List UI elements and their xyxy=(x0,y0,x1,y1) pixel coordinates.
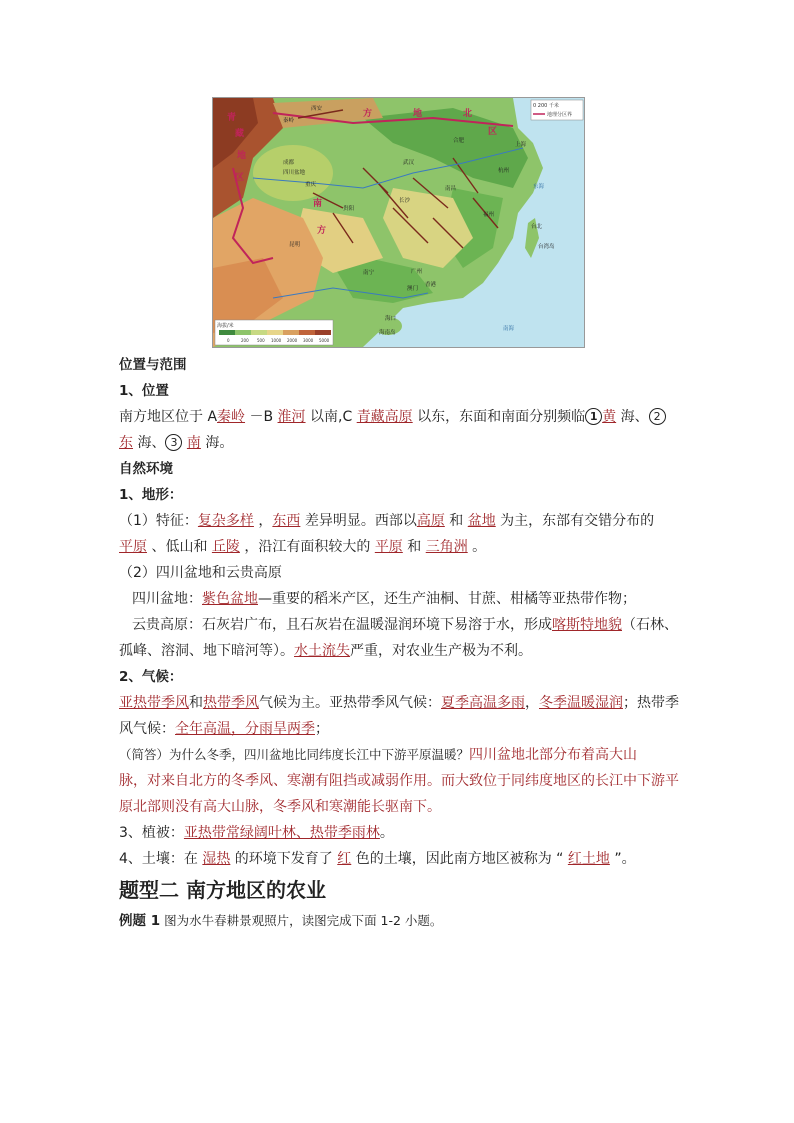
sichuan-line: 四川盆地：紫色盆地—重要的稻米产区，还生产油桐、甘蔗、柑橘等亚热带作物； xyxy=(132,591,636,607)
svg-text:0: 0 xyxy=(227,338,230,343)
soil-line: 4、土壤：在 湿热 的环境下发育了 红 色的土壤，因此南方地区被称为 “ 红土地 ”。 xyxy=(119,851,636,867)
answer-sea-3: 南 xyxy=(186,435,201,451)
svg-text:合肥: 合肥 xyxy=(453,138,465,144)
yungui-line-2: 孤峰、溶洞、地下暗河等）。水土流失严重，对农业生产极为不利。 xyxy=(119,643,532,659)
terrain-line-2: 平原 、低山和 丘陵 ，沿江有面积较大的 平原 和 三角洲 。 xyxy=(119,539,487,555)
svg-text:5000: 5000 xyxy=(319,338,330,343)
vegetation-line: 3、植被：亚热带常绿阔叶林、热带季雨林。 xyxy=(119,825,394,841)
answer-purple-basin: 紫色盆地 xyxy=(202,591,258,607)
answer-terrain-5: 平原 xyxy=(119,539,147,555)
svg-text:昆明: 昆明 xyxy=(289,242,301,248)
answer-climate-5: 全年高温，分雨旱两季 xyxy=(175,721,315,737)
svg-text:青: 青 xyxy=(227,113,237,123)
svg-text:成都: 成都 xyxy=(283,160,295,166)
svg-text:上海: 上海 xyxy=(515,142,527,148)
yungui-line-1: 云贵高原：石灰岩广布，且石灰岩在温暖湿润环境下易溶于水，形成喀斯特地貌（石林、 xyxy=(132,617,678,633)
svg-text:四川盆地: 四川盆地 xyxy=(283,170,306,176)
svg-text:杭州: 杭州 xyxy=(498,168,510,174)
terrain-map-image xyxy=(213,98,584,347)
svg-text:2000: 2000 xyxy=(287,338,298,343)
svg-text:香港: 香港 xyxy=(425,282,437,288)
terrain-subheading-2: （2）四川盆地和云贵高原 xyxy=(119,565,282,581)
answer-sea-2: 东 xyxy=(119,435,133,451)
svg-text:长沙: 长沙 xyxy=(399,198,411,204)
svg-text:澳门: 澳门 xyxy=(407,286,419,292)
location-section-title: 位置与范围 xyxy=(119,357,187,373)
map-boundary-legend: 地理分区界 xyxy=(547,112,573,118)
answer-soil-erosion: 水土流失 xyxy=(294,643,350,659)
section-title: 题型二 南方地区的农业 xyxy=(119,878,326,902)
svg-text:地: 地 xyxy=(413,109,423,119)
answer-qinling: 秦岭 xyxy=(217,409,246,425)
svg-text:台北: 台北 xyxy=(531,224,543,230)
notes-content xyxy=(119,352,679,934)
nature-section-title: 自然环境 xyxy=(119,461,173,477)
climate-line-2: 风气候：全年高温，分雨旱两季； xyxy=(119,721,329,737)
answer-terrain-6: 丘陵 xyxy=(211,539,240,555)
answer-climate-3: 夏季高温多雨 xyxy=(441,695,525,711)
answer-terrain-2: 东西 xyxy=(272,513,301,529)
circle-number-1: 1 xyxy=(585,408,602,425)
southern-region-map xyxy=(212,97,585,348)
question-line-3: 原北部则没有高大山脉，冬季风和寒潮能长驱南下。 xyxy=(119,799,441,815)
svg-text:南昌: 南昌 xyxy=(445,186,457,192)
answer-terrain-1: 复杂多样 xyxy=(197,513,254,529)
svg-text:北: 北 xyxy=(463,109,473,119)
svg-text:重庆: 重庆 xyxy=(305,182,317,188)
answer-terrain-4: 盆地 xyxy=(467,513,496,529)
svg-text:方: 方 xyxy=(363,109,373,119)
svg-text:福州: 福州 xyxy=(483,212,495,218)
question-prefix: （简答）为什么冬季，四川盆地比同纬度长江中下游平原温暖？ xyxy=(119,747,470,762)
svg-text:地: 地 xyxy=(237,151,247,161)
svg-text:武汉: 武汉 xyxy=(403,160,415,166)
location-line-2: 东 海、 3 南 海。 xyxy=(119,435,234,451)
svg-text:南: 南 xyxy=(313,199,323,209)
svg-text:广州: 广州 xyxy=(411,269,423,275)
location-line-1: 南方地区位于 A秦岭 －B 淮河 以南,C 青藏高原 以东，东面和南面分别频临 1 黄 海、 2 xyxy=(119,404,679,430)
terrain-line-1: （1）特征：复杂多样 ，东西 差异明显。西部以高原 和 盆地 为主，东部有交错分布的 xyxy=(119,513,655,529)
svg-text:区: 区 xyxy=(488,127,498,137)
answer-terrain-3: 高原 xyxy=(416,513,445,529)
svg-text:南宁: 南宁 xyxy=(363,270,375,276)
example-line: 例题 1 图为水牛春耕景观照片，读图完成下面 1-2 小题。 xyxy=(119,913,443,929)
svg-text:区: 区 xyxy=(235,173,245,183)
svg-text:1000: 1000 xyxy=(271,338,282,343)
svg-text:南海: 南海 xyxy=(503,326,515,332)
answer-terrain-7: 平原 xyxy=(374,539,403,555)
question-line-2: 脉，对来自北方的冬季风、寒潮有阻挡或减弱作用。而大致位于同纬度地区的长江中下游平 xyxy=(119,773,679,789)
height-legend-title: 海拔/米 xyxy=(217,323,234,329)
svg-text:海南岛: 海南岛 xyxy=(379,330,396,336)
terrain-heading: 1、地形： xyxy=(119,487,183,503)
svg-text:台湾岛: 台湾岛 xyxy=(538,244,555,250)
climate-line-1: 亚热带季风和热带季风气候为主。亚热带季风气候：夏季高温多雨，冬季温暖湿润；热带季 xyxy=(119,695,679,711)
answer-soil-2: 红 xyxy=(337,851,352,867)
svg-text:秦岭: 秦岭 xyxy=(283,118,295,124)
example-label: 例题 1 xyxy=(119,913,161,929)
svg-text:西安: 西安 xyxy=(311,106,323,112)
svg-text:500: 500 xyxy=(257,338,265,343)
answer-terrain-8: 三角洲 xyxy=(425,539,468,555)
svg-text:贵阳: 贵阳 xyxy=(343,206,355,212)
svg-text:东海: 东海 xyxy=(533,184,545,190)
answer-climate-4: 冬季温暖湿润 xyxy=(539,695,623,711)
location-heading: 1、位置 xyxy=(119,383,169,399)
answer-sea-1: 黄 xyxy=(602,409,617,425)
circle-number-2: 2 xyxy=(649,408,666,425)
answer-qingzang: 青藏高原 xyxy=(356,409,413,425)
svg-text:方: 方 xyxy=(317,226,327,236)
question-line-1: （简答）为什么冬季，四川盆地比同纬度长江中下游平原温暖？四川盆地北部分布着高大山 xyxy=(119,747,638,763)
svg-text:3000: 3000 xyxy=(303,338,314,343)
answer-climate-2: 热带季风 xyxy=(203,695,259,711)
height-legend-bar xyxy=(219,330,331,335)
map-scale-label: 0 200 千米 xyxy=(533,103,559,109)
answer-huaihe: 淮河 xyxy=(277,409,306,425)
answer-karst: 喀斯特地貌 xyxy=(552,617,622,633)
answer-soil-1: 湿热 xyxy=(202,851,231,867)
answer-vegetation: 亚热带常绿阔叶林、热带季雨林 xyxy=(183,825,380,841)
svg-text:200: 200 xyxy=(241,338,249,343)
answer-soil-3: 红土地 xyxy=(567,851,610,867)
answer-climate-1: 亚热带季风 xyxy=(119,695,189,711)
svg-text:藏: 藏 xyxy=(235,129,245,139)
circle-number-3: 3 xyxy=(165,434,182,451)
climate-heading: 2、气候： xyxy=(119,669,183,685)
svg-text:海口: 海口 xyxy=(385,316,397,322)
